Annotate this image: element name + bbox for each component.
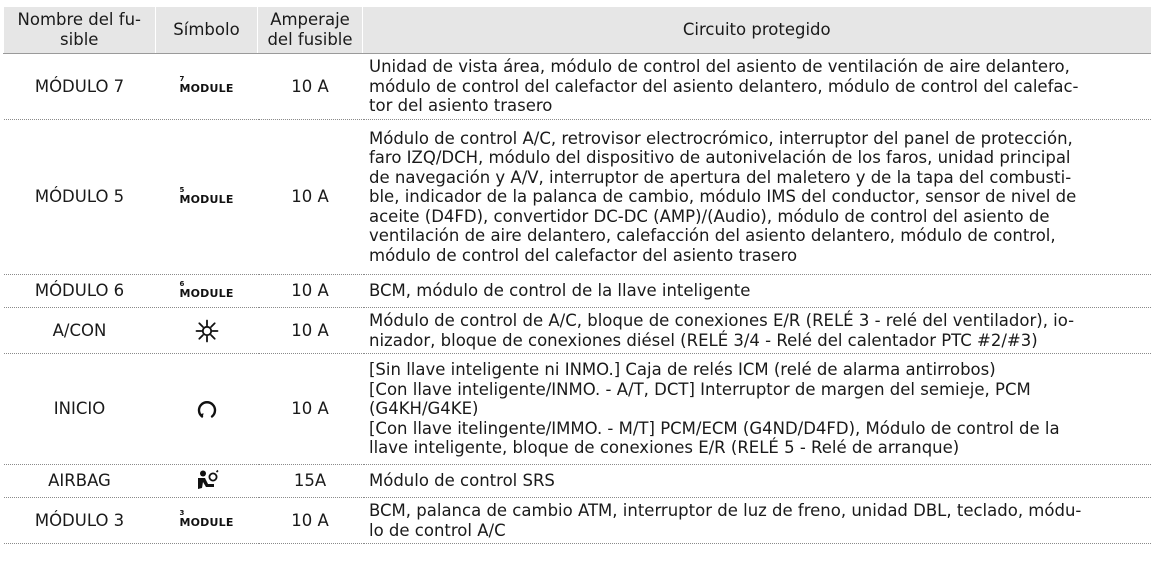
circuit-line: [Con llave inteligente/INMO. - A/T, DCT] Interruptor de margen del semieje, PCM [369, 379, 1031, 399]
module-icon [179, 510, 233, 529]
circuit-line: Módulo de control de A/C, bloque de conexiones E/R (RELÉ 3 - relé del ventilador), io- [369, 311, 1075, 330]
circuit-line: nizador, bloque de conexiones diésel (RELÉ 3/4 - Relé del calentador PTC #2/#3) [369, 330, 1038, 350]
protected-circuit [363, 498, 1151, 544]
protected-circuit [363, 354, 1151, 465]
table-row [4, 275, 1151, 308]
fuse-amperage: 10 A [258, 275, 363, 308]
table-row [4, 54, 1151, 120]
fuse-symbol-cell [156, 54, 258, 120]
table-row [4, 498, 1151, 544]
circuit-line: llave inteligente, bloque de conexiones E/R (RELÉ 5 - Relé de arranque) [369, 438, 960, 458]
table-row [4, 354, 1151, 465]
start-icon [195, 397, 219, 421]
fuse-symbol-cell [156, 275, 258, 308]
fuse-symbol-cell [156, 354, 258, 465]
circuit-line: módulo de control del calefactor del asiento trasero [369, 245, 798, 265]
fuse-symbol-cell [156, 308, 258, 354]
protected-circuit [363, 120, 1151, 275]
protected-circuit [363, 465, 1151, 498]
module-number: 6 [179, 279, 185, 288]
fuse-amperage: 15A [258, 465, 363, 498]
fuse-symbol-cell [156, 465, 258, 498]
protected-circuit [363, 308, 1151, 354]
fuse-name: INICIO [4, 354, 156, 465]
fuse-amperage: 10 A [258, 308, 363, 354]
header-symbol: Símbolo [156, 7, 258, 54]
circuit-line: tor del asiento trasero [369, 96, 553, 116]
fuse-symbol-cell [156, 120, 258, 275]
fuse-name: MÓDULO 7 [4, 54, 156, 120]
module-label: MODULE [179, 192, 234, 206]
module-number: 7 [179, 75, 185, 84]
fuse-table-body [4, 54, 1151, 544]
table-row [4, 308, 1151, 354]
module-icon [179, 76, 233, 95]
circuit-line: aceite (D4FD), convertidor DC-DC (AMP)/(Audio), módulo de control del asiento de [369, 206, 1050, 226]
circuit-line: lo de control A/C [369, 520, 506, 540]
fuse-name: A/CON [4, 308, 156, 354]
circuit-line: BCM, palanca de cambio ATM, interruptor de luz de freno, unidad DBL, teclado, módu- [369, 501, 1082, 520]
module-number: 3 [179, 509, 185, 518]
circuit-line: ble, indicador de la palanca de cambio, módulo IMS del conductor, sensor de nivel de [369, 187, 1077, 207]
table-row [4, 465, 1151, 498]
fuse-name: MÓDULO 6 [4, 275, 156, 308]
protected-circuit [363, 275, 1151, 308]
protected-circuit [363, 54, 1151, 120]
circuit-line: [Con llave itelingente/IMMO. - M/T] PCM/ECM (G4ND/D4FD), Módulo de control de la [369, 418, 1060, 438]
fuse-amperage: 10 A [258, 354, 363, 465]
circuit-line: ventilación de aire delantero, calefacción del asiento delantero, módulo de control, [369, 226, 1056, 246]
table-row [4, 120, 1151, 275]
circuit-line: faro IZQ/DCH, módulo del dispositivo de autonivelación de los faros, unidad principal [369, 148, 1071, 168]
table-header-row [4, 7, 1151, 54]
module-label: MODULE [179, 286, 234, 300]
fuse-table [3, 7, 1151, 544]
circuit-line: (G4KH/G4KE) [369, 399, 479, 419]
airbag-icon [195, 469, 219, 493]
circuit-line: Módulo de control A/C, retrovisor electrocrómico, interruptor del panel de protección, [369, 128, 1073, 148]
fuse-symbol-cell [156, 498, 258, 544]
module-label: MODULE [179, 516, 234, 530]
module-label: MODULE [179, 82, 234, 96]
module-icon [179, 187, 233, 206]
module-icon [179, 281, 233, 300]
fuse-name: MÓDULO 3 [4, 498, 156, 544]
circuit-line: Unidad de vista área, módulo de control del asiento de ventilación de aire delantero, [369, 57, 1070, 77]
fuse-amperage: 10 A [258, 120, 363, 275]
circuit-line: módulo de control del calefactor del asiento delantero, módulo de control del calefac- [369, 76, 1079, 96]
module-number: 5 [179, 185, 185, 194]
circuit-line: BCM, módulo de control de la llave inteligente [369, 281, 751, 301]
fuse-name: MÓDULO 5 [4, 120, 156, 275]
air-conditioning-icon [195, 319, 219, 343]
fuse-name: AIRBAG [4, 465, 156, 498]
fuse-amperage: 10 A [258, 54, 363, 120]
header-protected-circuit: Circuito protegido [363, 7, 1151, 54]
header-amperage: Amperaje del fusible [258, 7, 363, 54]
circuit-line: [Sin llave inteligente ni INMO.] Caja de relés ICM (relé de alarma antirrobos) [369, 360, 996, 380]
fuse-amperage: 10 A [258, 498, 363, 544]
circuit-line: de navegación y A/V, interruptor de apertura del maletero y de la tapa del combusti- [369, 167, 1072, 187]
circuit-line: Módulo de control SRS [369, 471, 555, 491]
header-fuse-name: Nombre del fu- sible [4, 7, 156, 54]
